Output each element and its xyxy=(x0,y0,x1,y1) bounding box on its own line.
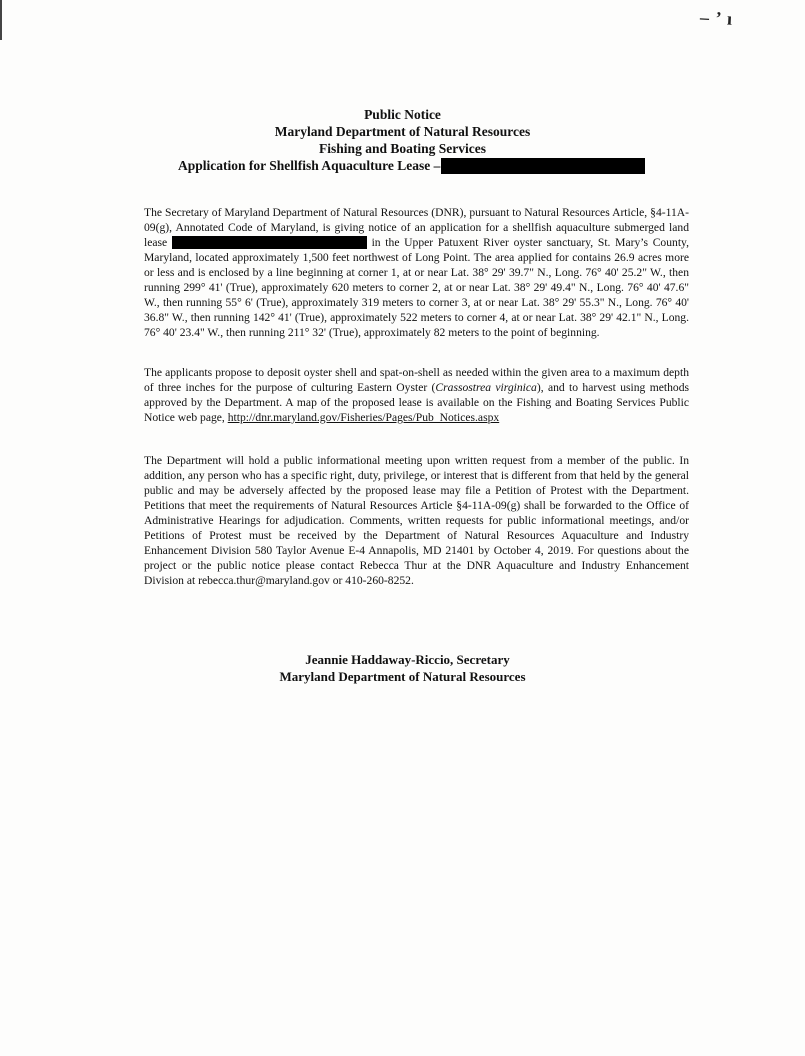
scan-edge-mark xyxy=(0,0,2,40)
paragraph-lease-description xyxy=(144,205,689,340)
p1-text-before-redaction: The Secretary of Maryland Department of Natural Resources (DNR), pursuant to Natural Resources Article, §4-11A-09(g), Annotated Code of Maryland, is giving notice of an application for a shellfish aquaculture submerged land lease xyxy=(144,206,689,249)
redaction-bar-inline xyxy=(172,236,367,249)
p2-text-a: The applicants propose to deposit oyster shell and spat-on-shell as needed within the given area to a maximum depth of three inches for the purpose of culturing Eastern Oyster ( xyxy=(144,366,689,394)
signature-block xyxy=(0,651,805,685)
heading-division: Fishing and Boating Services xyxy=(319,141,486,156)
signatory-organization: Maryland Department of Natural Resources xyxy=(279,669,526,684)
handwritten-scan-mark: ‒ ʼ ı xyxy=(699,7,734,29)
notice-heading xyxy=(0,106,805,175)
heading-application-line xyxy=(0,157,805,175)
public-notice-link[interactable]: http://dnr.maryland.gov/Fisheries/Pages/Pub_Notices.aspx xyxy=(227,411,500,424)
signatory-name: Jeannie Haddaway-Riccio, Secretary xyxy=(305,652,510,667)
species-name: Crassostrea virginica xyxy=(435,381,537,394)
heading-department: Maryland Department of Natural Resources xyxy=(274,124,531,139)
p1-text-after-redaction: in the Upper Patuxent River oyster sanctuary, St. Mary’s County, Maryland, located approximately 1,500 feet northwest of Long Point. The area applied for contains 26.9 acres more or less and is enclosed by a line beginning at corner 1, at or near Lat. 38° 29' 39.7" N., Long. 76° 40' 25.2" W., then running 299° 41' (True), approximately 620 meters to corner 2, at or near Lat. 38° 29' 49.4" N., Long. 76° 40' 47.6" W., then running 55° 6' (True), approximately 319 meters to corner 3, at or near Lat. 38° 29' 55.3" N., Long. 76° 40' 36.8" W., then running 142° 41' (True), approximately 522 meters to corner 4, at or near Lat. 38° 29' 42.1" N., Long. 76° 40' 23.4" W., then running 211° 32' (True), approximately 82 meters to the point of beginning. xyxy=(144,236,689,339)
paragraph-meeting-and-protest xyxy=(144,453,689,588)
paragraph-proposal xyxy=(144,365,689,425)
heading-application: Application for Shellfish Aquaculture Lease – xyxy=(178,158,441,173)
heading-public-notice: Public Notice xyxy=(364,107,441,122)
p2-text-b: ), and to harvest using methods approved by the Department. A map of the proposed lease is available on the Fishing and Boating Services Public Notice web page, xyxy=(144,381,689,424)
redaction-bar-title xyxy=(441,158,645,174)
p3-text: The Department will hold a public informational meeting upon written request from a member of the public. In addition, any person who has a specific right, duty, privilege, or interest that is different from that held by the general public and may be adversely affected by the proposed lease may file a Petition of Protest with the Department. Petitions that meet the requirements of Natural Resources Article §4-11A-09(g) shall be forwarded to the Office of Administrative Hearings for adjudication. Comments, written requests for public informational meetings, and/or Petitions of Protest must be received by the Department of Natural Resources Aquaculture and Industry Enhancement Division 580 Taylor Avenue E-4 Annapolis, MD 21401 by October 4, 2019. For questions about the project or the public notice please contact Rebecca Thur at the DNR Aquaculture and Industry Enhancement Division at rebecca.thur@maryland.gov or 410-260-8252. xyxy=(144,454,689,587)
